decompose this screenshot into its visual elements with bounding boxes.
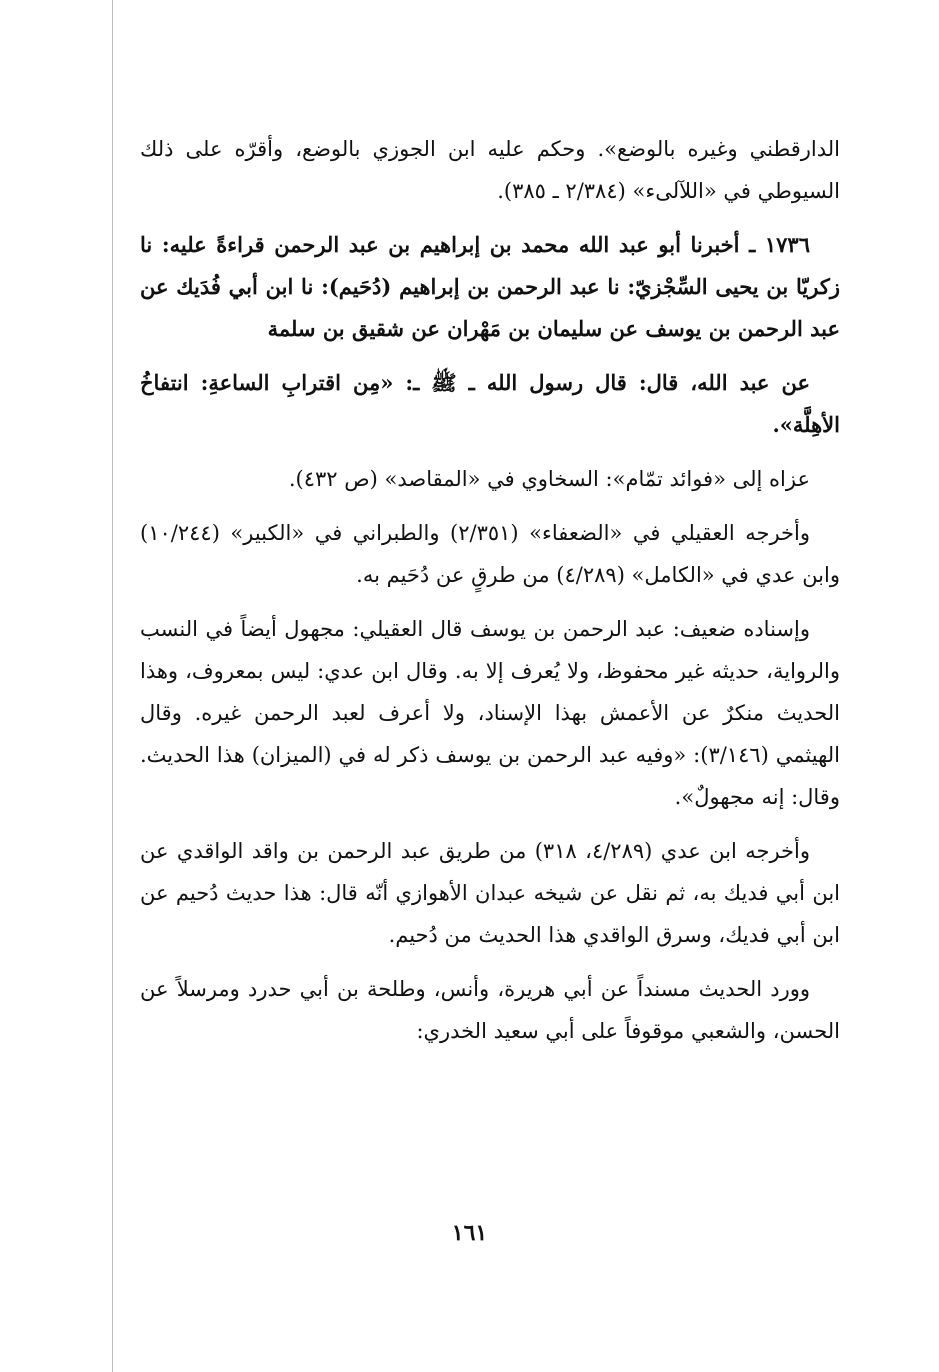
hadith-isnad-1736: ١٧٣٦ ـ أخبرنا أبو عبد الله محمد بن إبراهيم بن عبد الرحمن قراءةً عليه: نا زكريّا بن يحيى السِّجْزيّ: نا عبد الرحمن بن إبراهيم (دُحَيم): نا ابن أبي فُدَيك عن عبد الرحمن بن يوسف عن سليمان بن مَهْران عن شقيق بن سلمة (140, 232, 840, 341)
hadith-matn: عن عبد الله، قال: قال رسول الله ـ ﷺ ـ: «مِن اقترابِ الساعةِ: انتفاخُ الأهِلَّة». (140, 370, 840, 437)
paragraph-attribution: عزاه إلى «فوائد تمّام»: السخاوي في «المقاصد» (ص ٤٣٢). (288, 467, 810, 491)
paragraph-ibn-adi: وأخرجه ابن عدي (٤/٢٨٩، ٣١٨) من طريق عبد الرحمن بن واقد الواقدي عن ابن أبي فديك به، ثم نقل عن شيخه عبدان الأهوازي أنّه قال: هذا حديث دُحيم عن ابن أبي فديك، وسرق الواقدي هذا الحديث من دُحيم. (140, 839, 840, 947)
page-edge-rule (112, 0, 113, 1372)
paragraph-other-narrations: وورد الحديث مسنداً عن أبي هريرة، وأنس، وطلحة بن أبي حدرد ومرسلاً عن الحسن، والشعبي موقوفاً على أبي سعيد الخدري: (140, 977, 840, 1043)
paragraph-takhrij: وأخرجه العقيلي في «الضعفاء» (٢/٣٥١) والطبراني في «الكبير» (١٠/٢٤٤) وابن عدي في «الكامل» (٤/٢٨٩) من طرقٍ عن دُحَيم به. (140, 521, 840, 587)
paragraph-1: الدارقطني وغيره بالوضع». وحكم عليه ابن الجوزي بالوضع، وأقرّه على ذلك السيوطي في «اللآلىء» (٢/٣٨٤ ـ ٣٨٥). (140, 137, 840, 203)
page-number: ١٦١ (451, 1220, 488, 1246)
page-body (140, 128, 840, 1052)
paragraph-isnad-grading: وإسناده ضعيف: عبد الرحمن بن يوسف قال العقيلي: مجهول أيضاً في النسب والرواية، حديثه غير محفوظ، ولا يُعرف إلا به. وقال ابن عدي: ليس بمعروف، وهذا الحديث منكرٌ عن الأعمش بهذا الإسناد، ولا أعرف لعبد الرحمن غيره. وقال الهيثمي (٣/١٤٦): «وفيه عبد الرحمن بن يوسف ذكر له في (الميزان) هذا الحديث. وقال: إنه مجهولٌ». (140, 617, 840, 809)
